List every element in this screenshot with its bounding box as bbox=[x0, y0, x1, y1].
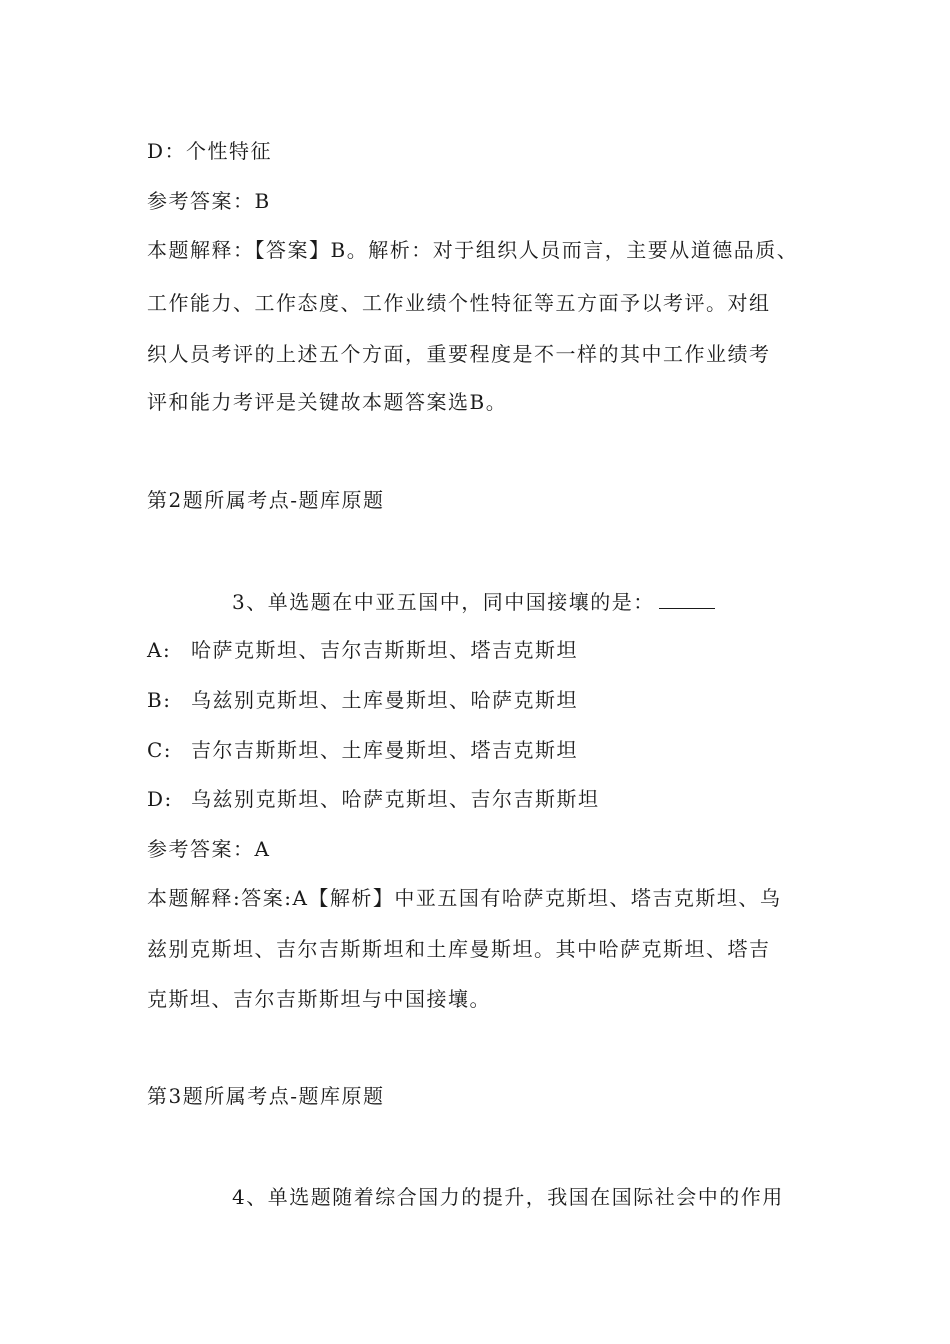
q3-explanation-line-1: 本题解释:答案:A【解析】中亚五国有哈萨克斯坦、塔吉克斯坦、乌 bbox=[147, 886, 782, 910]
option-text: 乌兹别克斯坦、哈萨克斯坦、吉尔吉斯斯坦 bbox=[191, 787, 600, 811]
q3-topic: 第3题所属考点-题库原题 bbox=[147, 1084, 385, 1108]
option-letter: A: bbox=[147, 638, 172, 662]
q3-option-c bbox=[147, 736, 578, 764]
q3-explanation-line-3: 克斯坦、吉尔吉斯斯坦与中国接壤。 bbox=[147, 987, 491, 1011]
q2-topic: 第2题所属考点-题库原题 bbox=[147, 488, 385, 512]
option-text: 吉尔吉斯斯坦、土库曼斯坦、塔吉克斯坦 bbox=[191, 738, 578, 762]
q2-explanation-line-3: 织人员考评的上述五个方面，重要程度是不一样的其中工作业绩考 bbox=[147, 342, 771, 366]
option-letter: D: bbox=[147, 787, 173, 811]
answer-blank bbox=[659, 588, 715, 609]
q2-option-d: D：个性特征 bbox=[147, 139, 273, 163]
option-letter: B: bbox=[147, 688, 172, 712]
q3-answer: 参考答案：A bbox=[147, 837, 271, 861]
q3-explanation-line-2: 兹别克斯坦、吉尔吉斯斯坦和土库曼斯坦。其中哈萨克斯坦、塔吉 bbox=[147, 937, 771, 961]
q2-explanation-line-4: 评和能力考评是关键故本题答案选B。 bbox=[147, 390, 508, 414]
q2-explanation-line-2: 工作能力、工作态度、工作业绩个性特征等五方面予以考评。对组 bbox=[147, 291, 771, 315]
option-text: 哈萨克斯坦、吉尔吉斯斯坦、塔吉克斯坦 bbox=[191, 638, 578, 662]
q2-explanation-line-1: 本题解释：【答案】B。解析：对于组织人员而言，主要从道德品质、 bbox=[147, 238, 799, 262]
option-letter: C: bbox=[147, 738, 173, 762]
q3-option-b bbox=[147, 686, 578, 714]
q3-stem-text: 3、单选题在中亚五国中，同中国接壤的是： bbox=[232, 590, 655, 614]
q3-option-d bbox=[147, 785, 600, 813]
q3-option-a bbox=[147, 636, 578, 664]
q2-answer: 参考答案：B bbox=[147, 189, 271, 213]
option-text: 乌兹别克斯坦、土库曼斯坦、哈萨克斯坦 bbox=[191, 688, 578, 712]
q3-stem bbox=[232, 588, 715, 616]
q4-stem: 4、单选题随着综合国力的提升，我国在国际社会中的作用 bbox=[232, 1185, 784, 1209]
